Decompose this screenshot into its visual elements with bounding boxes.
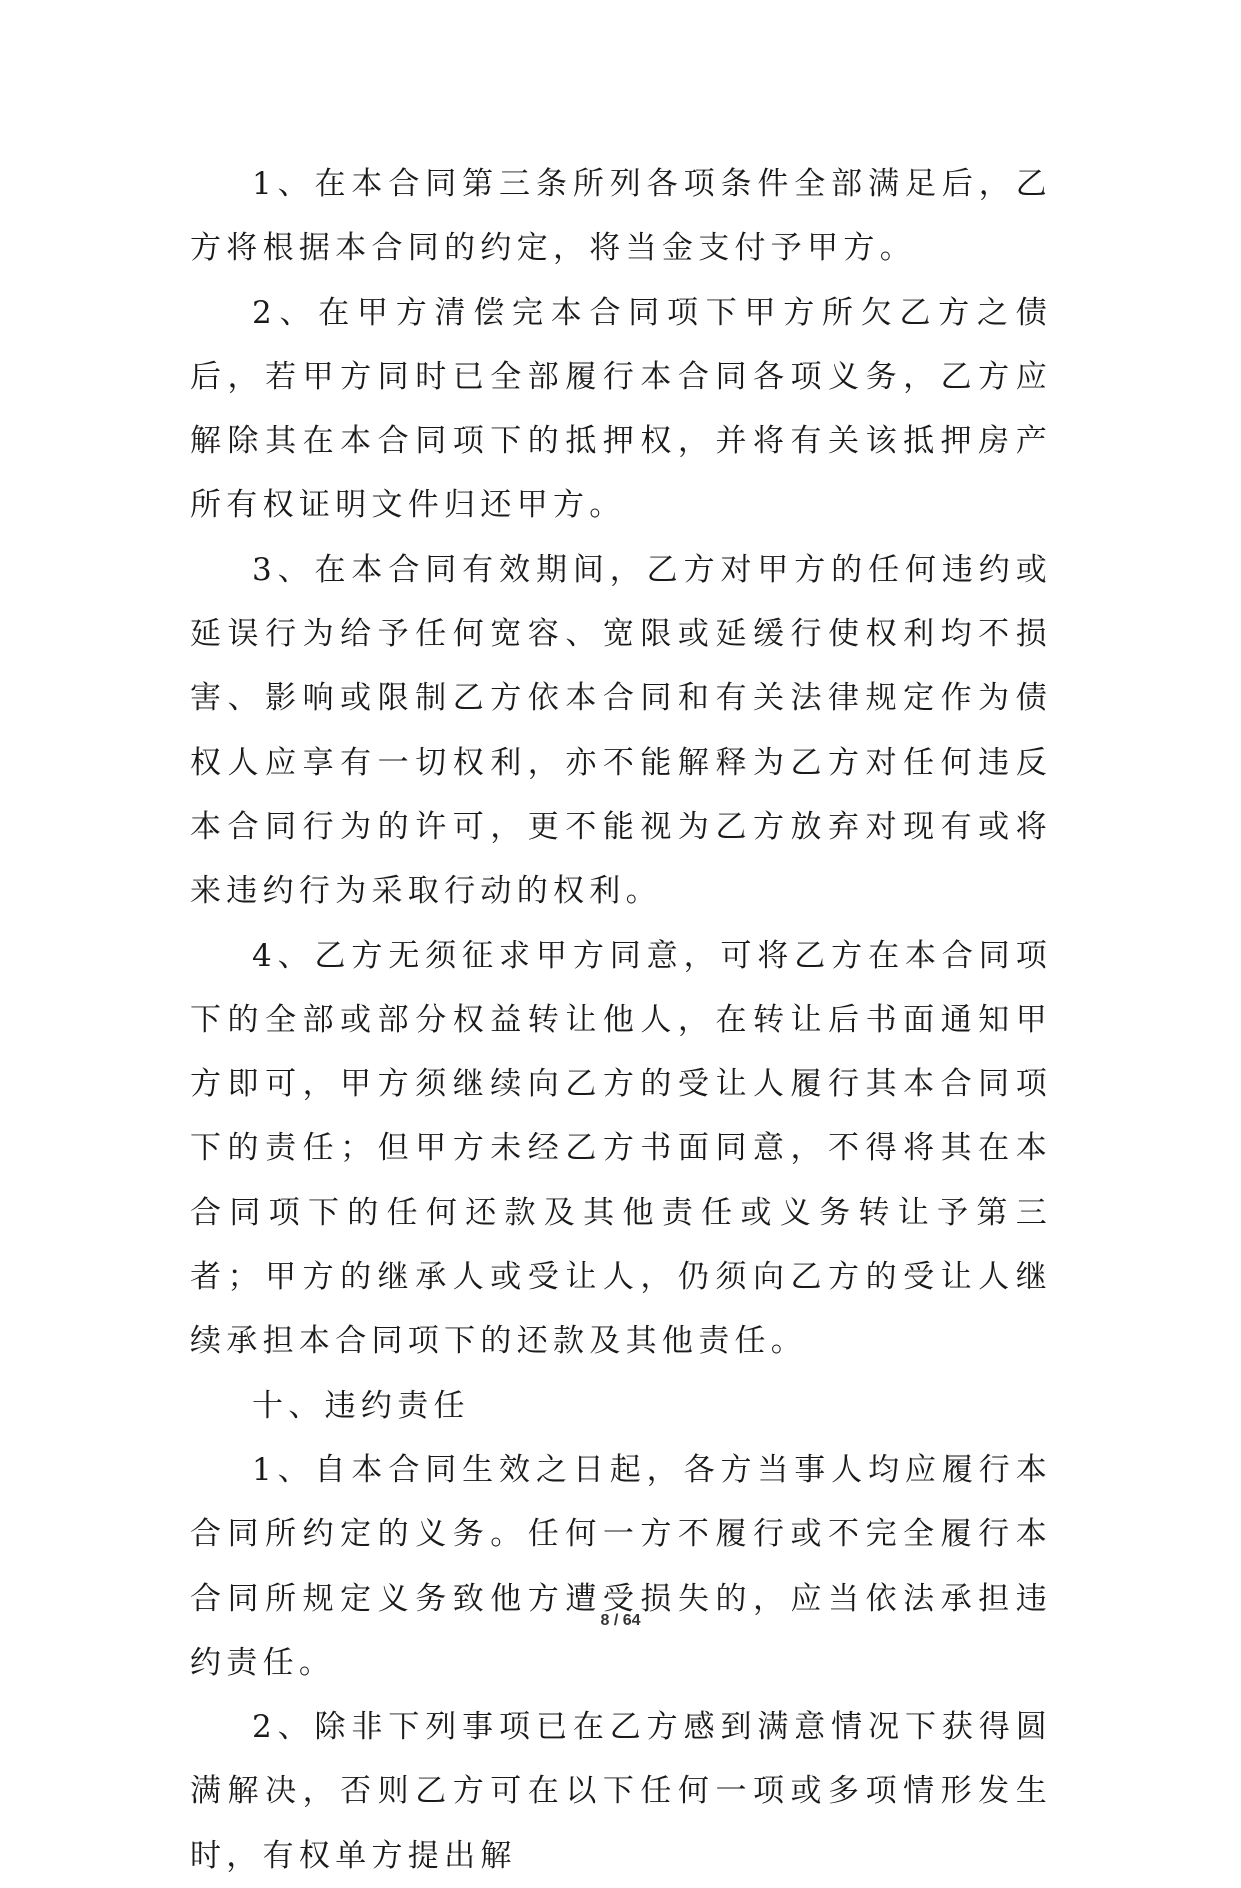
page-number: 8 / 64 (600, 1612, 641, 1629)
paragraph-clause-1: 1、在本合同第三条所列各项条件全部满足后，乙方将根据本合同的约定，将当金支付予甲方。 (190, 166, 1052, 267)
paragraph-breach-2: 2、除非下列事项已在乙方感到满意情况下获得圆满解决，否则乙方可在以下任何一项或多项情形发生时，有权单方提出解 (190, 1709, 1052, 1874)
paragraph-clause-4: 4、乙方无须征求甲方同意，可将乙方在本合同项下的全部或部分权益转让他人，在转让后书面通知甲方即可，甲方须继续向乙方的受让人履行其本合同项下的责任；但甲方未经乙方书面同意，不得将其在本合同项下的任何还款及其他责任或义务转让予第三者；甲方的继承人或受让人，仍须向乙方的受让人继续承担本合同项下的还款及其他责任。 (190, 937, 1052, 1360)
paragraph-breach-1: 1、自本合同生效之日起，各方当事人均应履行本合同所约定的义务。任何一方不履行或不完全履行本合同所规定义务致他方遭受损失的，应当依法承担违约责任。 (190, 1451, 1052, 1681)
section-heading-breach-liability: 十、违约责任 (252, 1387, 470, 1424)
paragraph-clause-3: 3、在本合同有效期间，乙方对甲方的任何违约或延误行为给予任何宽容、宽限或延缓行使权利均不损害、影响或限制乙方依本合同和有关法律规定作为债权人应享有一切权利，亦不能解释为乙方对任何违反本合同行为的许可，更不能视为乙方放弃对现有或将来违约行为采取行动的权利。 (190, 551, 1052, 910)
paragraph-clause-2: 2、在甲方清偿完本合同项下甲方所欠乙方之债后，若甲方同时已全部履行本合同各项义务，乙方应解除其在本合同项下的抵押权，并将有关该抵押房产所有权证明文件归还甲方。 (190, 294, 1052, 524)
